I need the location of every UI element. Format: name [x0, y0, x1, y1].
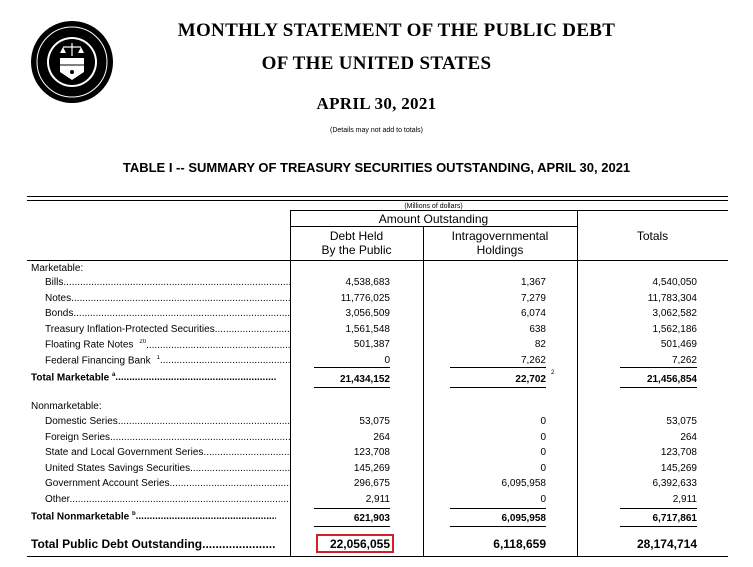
nonmarketable-row-intragov: 0: [540, 462, 546, 474]
total-nonmarketable-label-text: Total Nonmarketable: [31, 511, 130, 523]
marketable-row-intragov: 7,262: [520, 355, 546, 366]
marketable-row-public: 11,776,025: [340, 292, 390, 304]
nonmarketable-row-label: [45, 447, 290, 458]
marketable-row-public: 3,056,509: [345, 308, 390, 320]
nonmarketable-row-intragov: 6,095,958: [501, 478, 546, 490]
marketable-public-double-underline: [314, 387, 390, 388]
marketable-row-label: [45, 293, 290, 304]
total-marketable-label-text: Total Marketable: [31, 372, 110, 384]
nonmarketable-row-label: [45, 494, 290, 505]
marketable-row-public: 0: [384, 355, 390, 366]
amount-rule: [290, 226, 577, 227]
marketable-row-total: 1,562,186: [652, 323, 697, 335]
nonmarketable-row-total: 53,075: [666, 416, 697, 427]
nonmarketable-row-total: 264: [680, 431, 697, 443]
marketable-row-total: 4,540,050: [652, 277, 697, 288]
marketable-row-label: [45, 355, 290, 366]
marketable-row-intragov: 1,367: [520, 277, 546, 288]
nonmarketable-row-public: 145,269: [353, 462, 390, 474]
highlight-box: [316, 534, 394, 553]
marketable-row-label: [45, 277, 290, 288]
total-nonmarketable-label: [31, 511, 276, 522]
report-title-line1: MONTHLY STATEMENT OF THE PUBLIC DEBT: [177, 20, 616, 41]
nonmarketable-row-total: 6,392,633: [652, 478, 697, 490]
nonmarketable-total-underline: [620, 508, 697, 509]
nonmarketable-row-intragov: 0: [540, 431, 546, 443]
nonmarketable-row-label-text: United States Savings Securities: [45, 462, 191, 474]
marketable-row-label: [45, 339, 290, 350]
col-public-header-line2: By the Public: [321, 243, 392, 257]
nonmarketable-row-total: 123,708: [660, 447, 697, 459]
marketable-row-footnote: 20: [139, 339, 147, 346]
col-public-header-line1: Debt Held: [329, 229, 384, 243]
marketable-intragov-double-underline: [450, 387, 546, 388]
marketable-row-label-text: Bonds: [45, 308, 74, 320]
nonmarketable-section-label: Nonmarketable:: [31, 401, 102, 412]
col-totals-header: Totals: [636, 229, 669, 243]
nonmarketable-row-label: [45, 478, 290, 489]
marketable-total-underline: [620, 367, 697, 368]
marketable-row-label-text: Floating Rate Notes: [45, 339, 134, 351]
report-date: APRIL 30, 2021: [316, 94, 437, 113]
grand-total-intragov: 6,118,659: [493, 537, 546, 551]
nonmarketable-row-label-text: Government Account Series: [45, 478, 170, 490]
nonmarketable-row-label: [45, 416, 290, 427]
nonmarketable-intragov-double-underline: [450, 526, 546, 527]
nonmarketable-row-label-text: Other: [45, 494, 70, 505]
grand-total-total: 28,174,714: [636, 537, 697, 551]
nonmarketable-public-double-underline: [314, 526, 390, 527]
marketable-row-label: [45, 308, 290, 319]
marketable-section-label: Marketable:: [31, 263, 84, 274]
nonmarketable-row-label-text: State and Local Government Series: [45, 447, 204, 459]
total-marketable-intragov-footnote: 2: [551, 370, 555, 376]
nonmarketable-intragov-underline: [450, 508, 546, 509]
amount-outstanding-header: Amount Outstanding: [378, 212, 489, 226]
nonmarketable-row-label-text: Foreign Series: [45, 431, 111, 443]
marketable-row-label-text: Treasury Inflation-Protected Securities: [45, 323, 215, 335]
marketable-row-footnote: 1: [156, 355, 160, 361]
table-bottom-rule: [27, 556, 728, 557]
total-marketable-intragov: 22,702: [515, 374, 546, 385]
marketable-row-label: [45, 324, 290, 335]
marketable-row-total: 11,783,304: [647, 292, 697, 304]
total-nonmarketable-footnote: b: [131, 511, 136, 517]
marketable-row-intragov: 638: [529, 323, 546, 335]
marketable-row-intragov: 82: [534, 339, 546, 351]
nonmarketable-row-total: 145,269: [660, 462, 697, 474]
marketable-row-label-text: Federal Financing Bank: [45, 355, 151, 367]
table-top-rule: [27, 196, 728, 197]
report-title-line2: OF THE UNITED STATES: [261, 53, 492, 74]
nonmarketable-row-public: 296,675: [353, 478, 390, 490]
grand-total-public: 22,056,055: [329, 537, 390, 551]
nonmarketable-row-total: 2,911: [672, 494, 697, 505]
col-divider-1: [290, 210, 291, 557]
nonmarketable-public-underline: [314, 508, 390, 509]
nonmarketable-row-intragov: 0: [540, 494, 546, 505]
marketable-row-public: 1,561,548: [345, 323, 390, 335]
col-divider-3: [577, 210, 578, 557]
marketable-intragov-underline: [450, 367, 546, 368]
nonmarketable-row-public: 53,075: [359, 416, 390, 427]
nonmarketable-row-public: 123,708: [353, 447, 390, 459]
marketable-row-intragov: 7,279: [520, 292, 546, 304]
total-nonmarketable-intragov: 6,095,958: [501, 513, 546, 524]
total-marketable-public: 21,434,152: [339, 374, 390, 385]
grand-total-label: Total Public Debt Outstanding .....: [31, 537, 276, 551]
col-intragov-header: [423, 229, 577, 257]
units-rule: [290, 210, 728, 211]
marketable-row-public: 501,387: [353, 339, 390, 351]
header-bottom-rule: [27, 260, 728, 261]
nonmarketable-row-intragov: 0: [540, 416, 546, 427]
total-marketable-footnote: a: [111, 372, 116, 378]
nonmarketable-row-public: 264: [373, 431, 390, 443]
details-note: (Details may not add to totals): [330, 127, 423, 134]
marketable-row-label-text: Bills: [45, 277, 64, 288]
nonmarketable-total-double-underline: [620, 526, 697, 527]
col-divider-2: [423, 226, 424, 557]
nonmarketable-row-intragov: 0: [540, 447, 546, 459]
marketable-total-double-underline: [620, 387, 697, 388]
total-marketable-label: [31, 372, 276, 383]
units-label: (Millions of dollars): [404, 203, 463, 210]
nonmarketable-row-label: [45, 463, 290, 474]
total-nonmarketable-total: 6,717,861: [652, 513, 697, 524]
marketable-public-underline: [314, 367, 390, 368]
table-title: TABLE I -- SUMMARY OF TREASURY SECURITIES OUTSTANDING, APRIL 30, 2021: [122, 160, 631, 175]
col-intragov-header-line1: Intragovernmental: [451, 229, 549, 243]
marketable-row-total: 501,469: [660, 339, 697, 351]
marketable-row-intragov: 6,074: [520, 308, 546, 320]
nonmarketable-row-label-text: Domestic Series: [45, 416, 118, 427]
nonmarketable-row-label: [45, 432, 290, 443]
total-marketable-total: 21,456,854: [646, 374, 697, 385]
nonmarketable-row-public: 2,911: [365, 494, 390, 505]
marketable-row-public: 4,538,683: [345, 277, 390, 288]
col-intragov-header-line2: Holdings: [476, 243, 524, 257]
marketable-row-total: 7,262: [671, 355, 697, 366]
marketable-row-label-text: Notes: [45, 292, 72, 304]
col-public-header: [290, 229, 423, 257]
marketable-row-total: 3,062,582: [652, 308, 697, 320]
table-top-rule-2: [27, 200, 728, 201]
total-nonmarketable-public: 621,903: [353, 513, 390, 524]
